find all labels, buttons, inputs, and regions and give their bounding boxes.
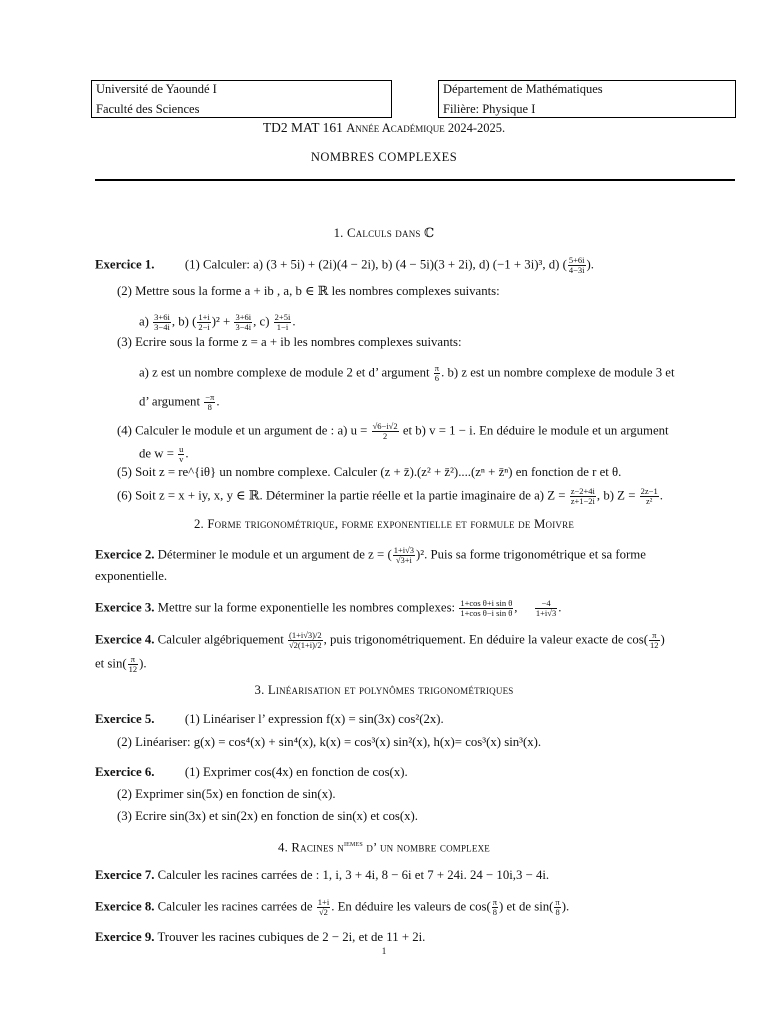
fraction: $\frac{\text{1+cos θ+i sin θ}}{\text{1+cos θ−i sin θ}}$ [460,598,513,618]
exercise-7-label: Exercice 7. [95,868,155,882]
exercise-6-part-3: (3) Ecrire sin(3x) et sin(2x) en fonction de sin(x) et cos(x). [117,809,418,823]
text: d’ un nombre complexe [362,840,490,855]
exercise-1-part-6 [117,487,663,506]
department-name: Département de Mathématiques [443,82,603,96]
text: , c) [253,314,270,329]
exercise-1-label: Exercice 1. [95,257,155,272]
exercise-8-label: Exercice 8. [95,899,155,914]
page-title [0,120,768,136]
exercise-6-label: Exercice 6. [95,765,155,779]
text: a) z est un nombre complexe de module 2 et d’ argument [139,365,430,380]
exercise-1-part-3: (3) Ecrire sous la forme z = a + ib les nombres complexes suivants: [117,335,462,349]
text: et b) v = 1 − i. En déduire le module et un argument [402,423,669,438]
exercise-1-line-1 [95,256,594,275]
fraction: $\frac{2+5i}{1-i}$ [274,312,291,332]
fraction: $\frac{\pi}{12}$ [128,654,138,674]
exercise-5 [95,712,444,727]
text: Calculer les racines carrées de : 1, i, 3 + 4i, 8 − 6i et 7 + 24i. 24 − 10i,3 − 4i. [157,868,550,882]
text: . [216,394,220,409]
university-name: Université de Yaoundé I [96,82,217,96]
exercise-9-label: Exercice 9. [95,930,155,944]
text: 4. Racines n [278,840,344,855]
fraction: $\frac{1+i}{2-i}$ [198,312,210,332]
exercise-3 [95,599,561,618]
exercise-5-label: Exercice 5. [95,712,155,726]
text: Trouver les racines cubiques de 2 − 2i, et de 11 + 2i. [157,930,426,944]
superscript: iemes [343,839,363,848]
text: . [185,446,189,461]
text: a) [139,314,149,329]
text: , [514,600,518,615]
fraction: $\frac{3+6i}{3-4i}$ [235,312,252,332]
academic-year: Année Académique 2024-2025. [346,121,506,135]
exercise-8 [95,898,569,917]
exercise-1-part-3-item-a [139,364,675,383]
fraction: $\frac{√6-i√2}{2}$ [372,421,398,441]
text: . [292,314,296,329]
exercise-4-cont [95,655,147,674]
exercise-6 [95,765,408,780]
exercise-1-part-4 [117,422,669,441]
text: Déterminer le module et un argument de z = ( [157,547,392,562]
header-left-box [91,80,392,118]
fraction: $\frac{1+i√3}{√3+i}$ [393,545,415,565]
text: et sin( [95,656,127,671]
exercise-2 [95,546,646,565]
fraction: $\frac{-4}{1+i√3}$ [535,598,557,618]
exercise-2-cont: exponentielle. [95,569,168,583]
fraction: $\frac{1+i}{√2}$ [317,897,330,917]
text: Calculer les racines carrées de [157,899,313,914]
fraction: $\frac{\pi}{6}$ [434,363,440,383]
exercise-1-part-3-item-b [139,393,220,412]
fraction: $\frac{5+6i}{4-3i}$ [568,255,585,275]
fraction: $\frac{\pi}{8}$ [555,897,560,917]
section-4-title [0,839,768,855]
text: (6) Soit z = x + iy, x, y ∈ ℝ. Déterminer la partie réelle et la partie imaginaire de a) Z = [117,488,566,503]
faculty-name: Faculté des Sciences [96,102,200,116]
course-code: TD2 MAT 161 [262,120,343,135]
exercise-5-part-2: (2) Linéariser: g(x) = cos⁴(x) + sin⁴(x), k(x) = cos³(x) sin²(x), h(x)= cos³(x) sin³(x). [117,735,542,749]
text: )². Puis sa forme trigonométrique et sa forme [416,547,646,562]
text: (4) Calculer le module et un argument de : a) u = [117,423,368,438]
text: Mettre sur la forme exponentielle les nombres complexes: [157,600,456,615]
fraction: $\frac{-\pi}{8}$ [205,392,215,412]
text: ). [586,257,594,272]
text: . [659,488,663,503]
fraction: $\frac{\pi}{12}$ [650,630,659,650]
text: . b) z est un nombre complexe de module 3 et [441,365,675,380]
exercise-7 [95,868,549,883]
exercise-9 [95,930,425,945]
section-1-title: 1. Calculs dans ℂ [333,226,435,240]
exercise-1-part-2: (2) Mettre sous la forme a + ib , a, b ∈ ℝ les nombres complexes suivants: [117,284,500,298]
fraction: $\frac{2z-1}{\text{z²}}$ [640,486,658,506]
fraction: $\frac{(1+i√3)/2}{√2(1+i)/2}$ [289,630,322,650]
section-2-title: 2. Forme trigonométrique, forme exponentielle et formule de Moivre [193,517,575,531]
fraction: $\frac{z-2+4i}{z+1-2i}$ [570,486,595,506]
text: . [558,600,562,615]
text: Calculer algébriquement [157,632,284,647]
text: ). [139,656,147,671]
program-name: Filière: Physique I [443,102,536,116]
exercise-1-part-2-items [139,313,296,332]
fraction: $\frac{3+6i}{3-4i}$ [154,312,170,332]
exercise-4 [95,631,665,650]
document-subtitle: NOMBRES COMPLEXES [310,150,458,164]
header-right-box [438,80,736,118]
exercise-2-label: Exercice 2. [95,547,155,562]
exercise-1-part-4-cont [139,445,189,464]
fraction: $\frac{u}{v}$ [179,444,184,464]
exercise-6-part-2: (2) Exprimer sin(5x) en fonction de sin(x). [117,787,336,801]
text: de w = [139,446,174,461]
text: (1) Linéariser l’ expression f(x) = sin(3x) cos²(2x). [184,712,444,726]
header-rule [95,179,735,181]
text: (1) Exprimer cos(4x) en fonction de cos(x). [184,765,408,779]
section-3-title: 3. Linéarisation et polynômes trigonométriques [254,683,514,697]
page-number: 1 [381,946,387,956]
text: , b) Z = [596,488,636,503]
text: ) [660,632,665,647]
exercise-4-label: Exercice 4. [95,632,155,647]
fraction: $\frac{\pi}{8}$ [492,897,498,917]
exercise-1-part-1: (1) Calculer: a) (3 + 5i) + (2i)(4 − 2i), b) (4 − 5i)(3 + 2i), d) (−1 + 3i)³, d) ( [184,257,567,272]
text: . En déduire les valeurs de cos( [331,899,491,914]
text: ). [561,899,570,914]
exercise-1-part-5: (5) Soit z = re^{iθ} un nombre complexe. Calculer (z + z̄).(z² + z̄²)....(zⁿ + z̄ⁿ) en fonction de r et θ. [117,465,622,479]
text: , puis trigonométriquement. En déduire la valeur exacte de cos( [323,632,649,647]
text: )² + [211,314,231,329]
text: , b) ( [171,314,197,329]
text: d’ argument [139,394,201,409]
text: ) et de sin( [499,899,554,914]
exercise-3-label: Exercice 3. [95,600,155,615]
